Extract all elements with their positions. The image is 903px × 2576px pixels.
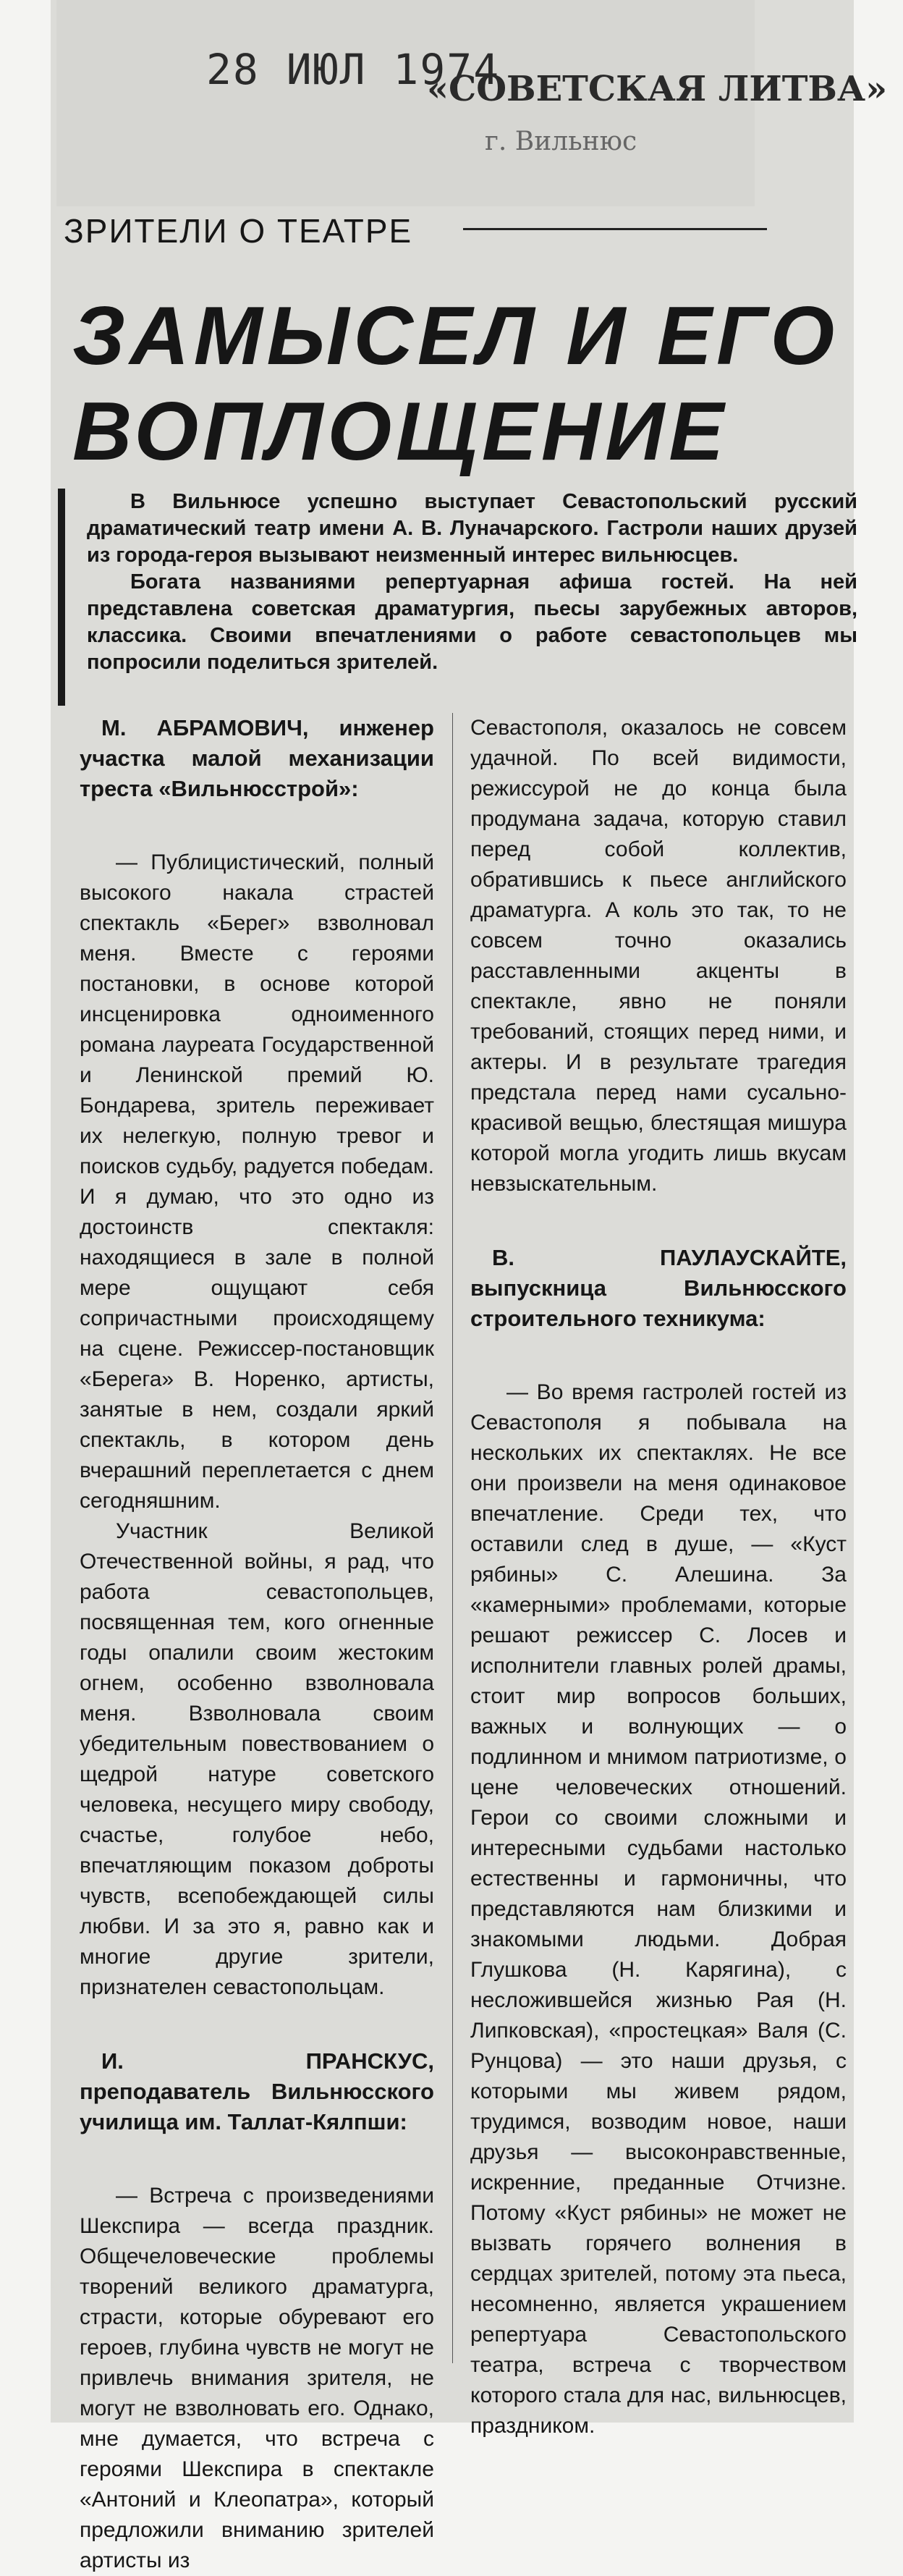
lead-paragraph: [87, 489, 857, 676]
newspaper-name-stamp: «СОВЕТСКАЯ ЛИТВА»: [427, 69, 888, 109]
lead-bar: [58, 489, 65, 706]
rubric-rule: [463, 228, 767, 230]
pranskus-paragraph-1: — Встреча с произведениями Шекспира — всегда праздник. Общечеловеческие проблемы творений великого драматурга, страсти, которые обуревают его героев, глубина чувств не могут не привлечь внимания зрителя, не могут не взволновать его. Однако, мне думается, что встреча с героями Шекспира в спектакле «Антоний и Клеопатра», который предложили вниманию зрителей артисты из: [80, 2184, 434, 2572]
pranskus-paragraph-continued: Севастополя, оказалось не совсем удачной. По всей видимости, режиссурой не до конца была продумана задача, которую ставил перед собой коллектив, обратившись к пьесе английского драматурга. А коль это так, то не совсем точно оказались расставленными акценты в спектакле, явно не поняли требований, стоящих перед ними, и актеры. И в результате трагедия предстала перед нами сусально-красивой вещью, блестящая мишура которой могла угодить лишь вкусам невзыскательным.: [470, 716, 847, 1196]
column-divider: [452, 713, 453, 2363]
author-paulauskaite: В. ПАУЛАУСКАЙТЕ, выпускница Вильнюсского строительного техникума:: [470, 1245, 847, 1331]
paulauskaite-paragraph-1: — Во время гастролей гостей из Севастополя я побывала на нескольких их спектаклях. Не все они произвели на меня одинаковое впечатление. Среди тех, что оставили след в душе, — «Куст рябины» С. Алешина. За «камерными» проблемами, которые решают режиссер С. Лосев и исполнители главных ролей драмы, стоит мир вопросов больших, важных и волнующих — о подлинном и мнимом патриотизме, о цене человеческих отношений. Герои со своими сложными и интересными судьбами настолько естественны и гармоничны, что представляются нам близкими и знакомыми людьми. Добрая Глушкова (Н. Карягина), с несложившейся жизнью Рая (Н. Липковская), «простецкая» Валя (С. Рунцова) — это наши друзья, с которыми мы живем рядом, трудимся, возводим новое, наши друзья — высоконравственные, искренние, преданные Отчизне. Потому «Куст рябины» не может не вызвать горячего волнения в сердцах зрителей, потому эта пьеса, несомненно, является украшением репертуара Севастопольского театра, встреча с творчеством которого стала для нас, вильнюсцев, праздником.: [470, 1380, 847, 2438]
rubric: ЗРИТЕЛИ О ТЕАТРЕ: [64, 212, 413, 250]
author-pranskus: И. ПРАНСКУС, преподаватель Вильнюсского училища им. Таллат-Кялпши:: [80, 2048, 434, 2134]
headline-line-2: ВОПЛОЩЕНИЕ: [72, 386, 729, 478]
abramovich-paragraph-2: Участник Великой Отечественной войны, я рад, что работа севастопольцев, посвященная тем, кого огненные годы опалили своим жестоким огнем, особенно взволновала меня. Взволновала своим убедительным повествованием о щедрой натуре советского человека, несущего миру свободу, счастье, голубое небо, впечатляющим показом доброты чувств, всепобеждающей силы любви. И за это я, равно как и многие другие зрители, признателен севастопольцам.: [80, 1519, 434, 1999]
abramovich-paragraph-1: — Публицистический, полный высокого накала страстей спектакль «Берег» взволновал меня. Вместе с героями постановки, в основе которой инсценировка одноименного романа лауреата Государственной и Ленинской премий Ю. Бондарева, зритель переживает их нелегкую, полную тревог и поисков судьбу, радуется победам. И я думаю, что это одно из достоинств спектакля: находящиеся в зале в полной мере ощущают себя сопричастными происходящему на сцене. Режиссер-постановщик «Берега» В. Норенко, артисты, занятые в нем, создали яркий спектакль, в котором день вчерашний переплетается с днем сегодняшним.: [80, 850, 434, 1513]
headline-line-1: ЗАМЫСЕЛ И ЕГО: [72, 290, 839, 382]
right-column: [470, 713, 847, 2441]
city-stamp: г. Вильнюс: [485, 127, 637, 156]
date-stamp: 28 ИЮЛ 1974: [206, 45, 501, 94]
author-abramovich: М. АБРАМОВИЧ, инженер участка малой механизации треста «Вильнюсстрой»:: [80, 715, 434, 801]
lead-p2: Богата названиями репертуарная афиша гостей. На ней представлена советская драматургия, пьесы зарубежных авторов, классика. Своими впечатлениями о работе севастопольцев мы попросили поделиться зрителей.: [87, 570, 857, 674]
left-column: [80, 713, 434, 2576]
lead-p1: В Вильнюсе успешно выступает Севастопольский русский драматический театр имени А. В. Луначарского. Гастроли наших друзей из города-героя вызывают неизменный интерес вильнюсцев.: [87, 490, 857, 567]
